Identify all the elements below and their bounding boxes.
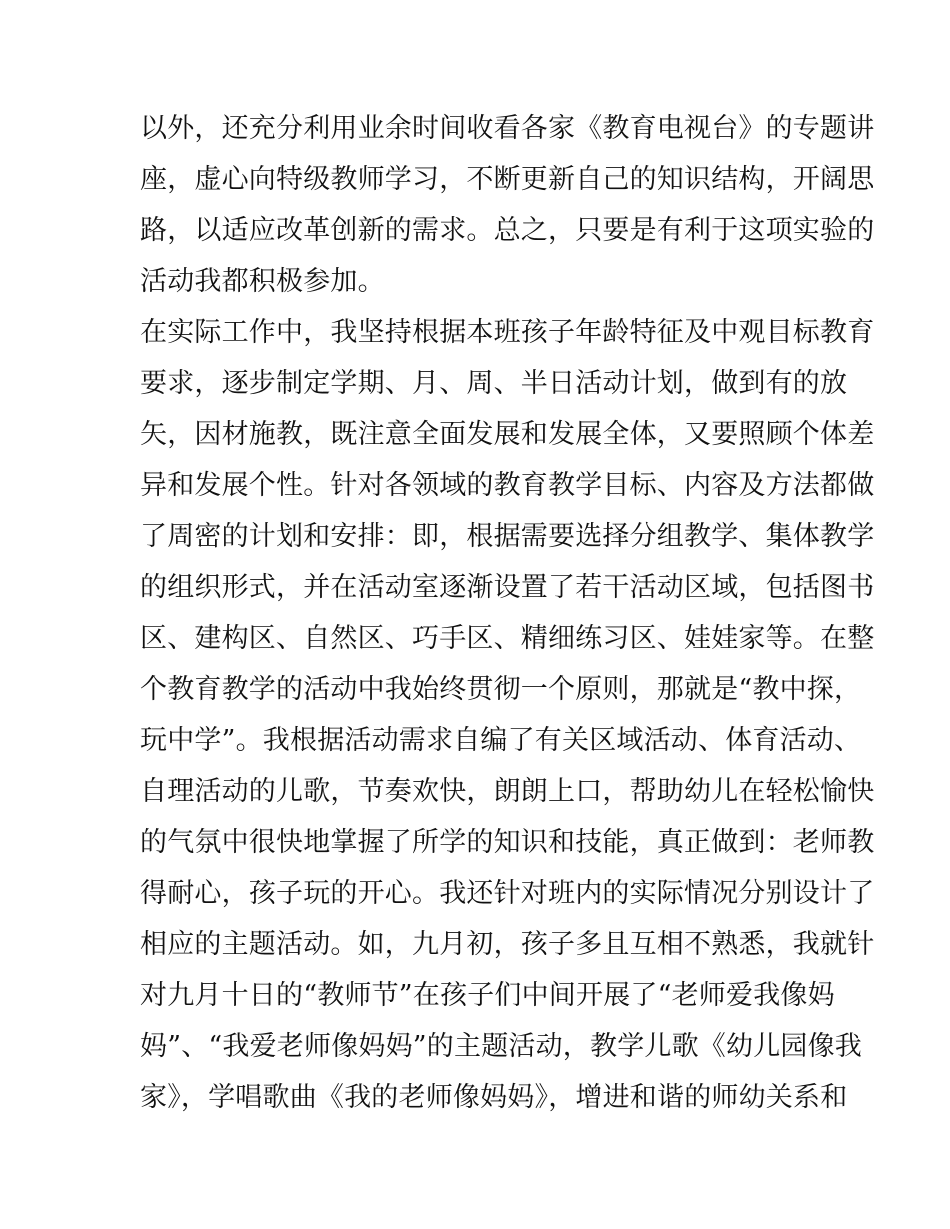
text-line: 家》，学唱歌曲《我的老师像妈妈》，增进和谐的师幼关系和 — [140, 1082, 848, 1113]
text-line: 在实际工作中，我坚持根据本班孩子年龄特征及中观目标教育 — [140, 317, 875, 348]
text-line: 座，虚心向特级教师学习，不断更新自己的知识结构，开阔思 — [140, 164, 875, 195]
text-line: 活动我都积极参加。 — [140, 266, 385, 297]
text-line: 玩中学”。我根据活动需求自编了有关区域活动、体育活动、 — [140, 725, 862, 756]
text-line: 路，以适应改革创新的需求。总之，只要是有利于这项实验的 — [140, 215, 875, 246]
text-line: 妈”、“我爱老师像妈妈”的主题活动，教学儿歌《幼儿园像我 — [140, 1031, 863, 1062]
text-line: 的组织形式，并在活动室逐渐设置了若干活动区域，包括图书 — [140, 572, 875, 603]
text-line: 以外，还充分利用业余时间收看各家《教育电视台》的专题讲 — [140, 113, 875, 144]
text-line: 得耐心，孩子玩的开心。我还针对班内的实际情况分别设计了 — [140, 878, 875, 909]
text-line: 要求，逐步制定学期、月、周、半日活动计划，做到有的放 — [140, 368, 848, 399]
text-line: 的气氛中很快地掌握了所学的知识和技能，真正做到：老师教 — [140, 827, 875, 858]
text-line: 异和发展个性。针对各领域的教育教学目标、内容及方法都做 — [140, 470, 875, 501]
text-line: 相应的主题活动。如，九月初，孩子多且互相不熟悉，我就针 — [140, 929, 875, 960]
text-line: 了周密的计划和安排：即，根据需要选择分组教学、集体教学 — [140, 521, 875, 552]
text-line: 个教育教学的活动中我始终贯彻一个原则，那就是“教中探， — [140, 674, 862, 705]
text-line: 对九月十日的“教师节”在孩子们中间开展了“老师爱我像妈 — [140, 980, 835, 1011]
text-line: 区、建构区、自然区、巧手区、精细练习区、娃娃家等。在整 — [140, 623, 875, 654]
text-line: 自理活动的儿歌，节奏欢快，朗朗上口，帮助幼儿在轻松愉快 — [140, 776, 875, 807]
text-line: 矢，因材施教，既注意全面发展和发展全体，又要照顾个体差 — [140, 419, 875, 450]
body-text — [140, 103, 875, 1123]
